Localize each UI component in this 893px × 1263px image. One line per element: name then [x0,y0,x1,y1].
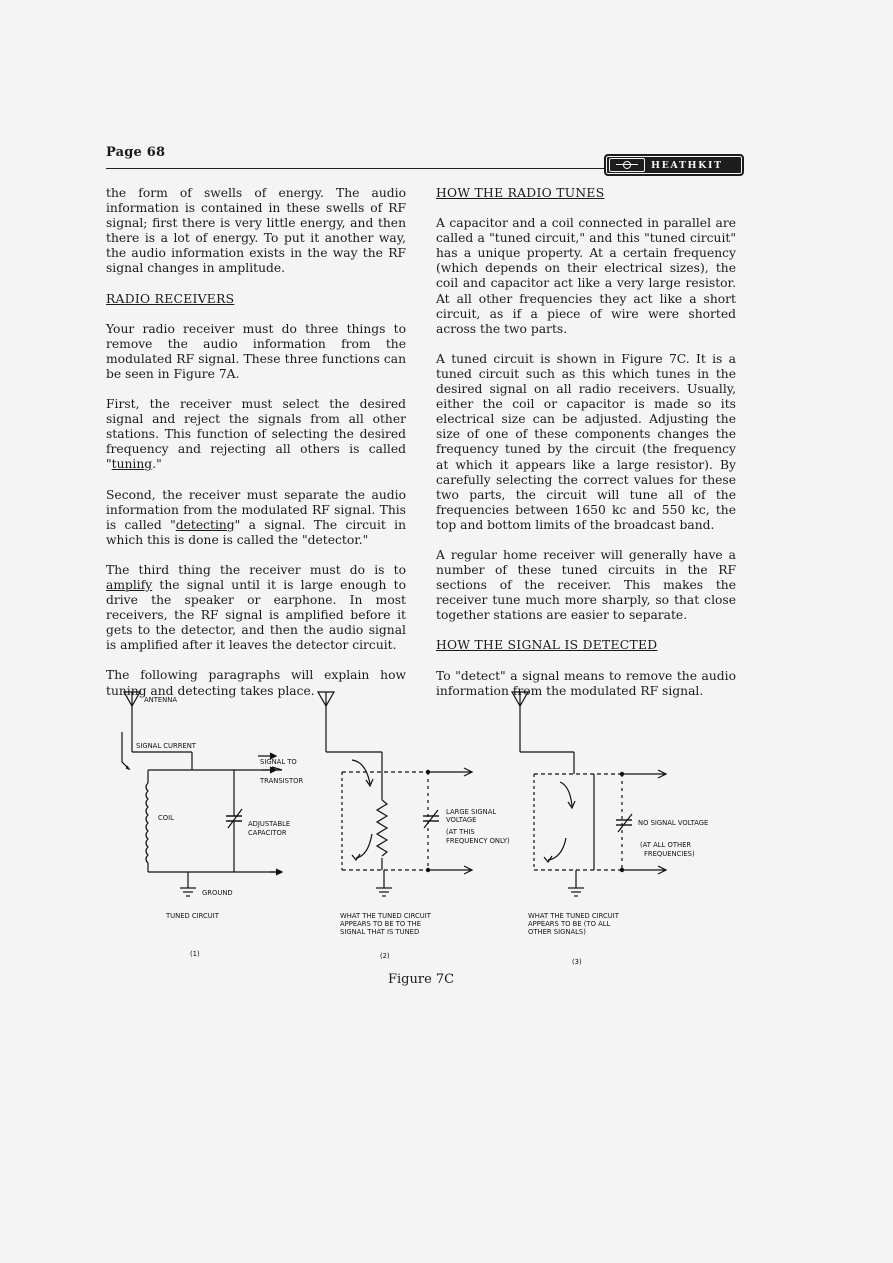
term-tuning: tuning [111,457,153,472]
diagram-tuned-signal [318,692,472,896]
label-coil: COIL [158,814,174,822]
number-1: (1) [190,950,200,958]
label-voltage: VOLTAGE [446,816,477,824]
paragraph [106,563,406,654]
paragraph: The following paragraphs will explain how tuning and detecting takes place. [106,668,406,698]
text-run: First, the receiver must select the desired signal and reject the signals from all other stations. This function of selecting the desired frequency and rejecting all others is called " [106,397,406,472]
paragraph: A capacitor and a coil connected in parallel are called a "tuned circuit," and this "tuned circuit" has a unique property. At a certain frequency (which depends on their electrical sizes), the coil and capacitor act like a very large resistor. At all other frequencies they act like a short circuit, as if a piece of wire were shorted across the two parts. [436,216,736,336]
label-antenna: ANTENNA [144,696,177,704]
label-signal-current: SIGNAL CURRENT [136,742,196,750]
text-run: the signal until it is large enough to drive the speaker or earphone. In most receivers, the RF signal is amplified before it gets to the detector, and then the audio signal is amplified after it leaves the detector circuit. [106,577,406,653]
adjust-arrow-icon [424,810,438,828]
diagram-tuned-circuit [122,692,282,896]
number-2: (2) [380,952,390,960]
figure-caption: Figure 7C [388,972,455,987]
text-run: Second, the receiver must separate the audio information from the modulated RF signal. This is called " [106,487,406,532]
current-arrow-icon [352,760,370,784]
caption-other-3: OTHER SIGNALS) [528,928,586,936]
label-transistor: TRANSISTOR [260,777,304,785]
out-arrow-icon [622,866,666,874]
figure-7c-diagrams [100,688,760,978]
label-large-signal: LARGE SIGNAL [446,808,497,816]
term-amplify: amplify [106,577,153,592]
caption-tuned-2: APPEARS TO BE TO THE [340,920,421,928]
text-run: " a signal. The circuit in which this is done is called the "detector." [106,517,407,547]
section-heading-signal-detected: HOW THE SIGNAL IS DETECTED [436,638,658,653]
resistor-symbol-icon [377,800,387,856]
caption-tuned-circuit: TUNED CIRCUIT [166,912,219,920]
label-signal-to: SIGNAL TO [260,758,297,766]
adjust-arrow-icon [228,809,242,828]
current-arrow-icon [548,838,566,860]
caption-other-1: WHAT THE TUNED CIRCUIT [528,912,619,920]
paragraph [106,397,406,472]
paragraph: the form of swells of energy. The audio information is contained in these swells of RF signal; first there is very little energy, and then there is a lot of energy. To put it another way, the audio information exists in the way the RF signal changes in amplitude. [106,186,406,276]
label-adjustable: ADJUSTABLE [248,820,291,828]
section-heading-radio-receivers: RADIO RECEIVERS [106,291,235,306]
diagram-other-signals [512,692,666,896]
right-column [436,186,736,714]
out-arrow-icon [622,770,666,778]
signal-current-arrow-icon [122,732,128,768]
page-number: Page 68 [106,145,166,160]
out-arrow-icon [430,866,472,874]
out-arrow-icon [430,768,472,776]
header-rule [106,168,606,169]
caption-other-2: APPEARS TO BE (TO ALL [528,920,611,928]
bottom-out-arrow-icon [270,869,282,875]
logo-emblem-icon [609,158,645,172]
coil-symbol-icon [146,783,148,863]
junction-dot [426,868,429,871]
caption-tuned-3: SIGNAL THAT IS TUNED [340,928,420,936]
text-run: The third thing the receiver must do is to [106,562,406,577]
junction-dot [620,868,623,871]
figure-7c [100,688,760,988]
heathkit-logo [604,154,744,176]
logo-text: HEATHKIT [651,159,723,171]
label-frequencies: FREQUENCIES) [644,850,695,858]
paragraph: Your radio receiver must do three things to remove the audio information from the modulated RF signal. These three functions can be seen in Figure 7A. [106,321,406,381]
left-column [106,186,406,714]
label-at-this: (AT THIS [446,828,475,836]
current-arrow-icon [560,782,572,806]
current-arrow-icon [356,834,372,858]
paragraph: To "detect" a signal means to remove the audio information from the modulated RF signal. [436,668,736,698]
text-run: ." [152,457,162,472]
adjust-arrow-icon [618,814,632,832]
label-at-all-other: (AT ALL OTHER [640,841,692,849]
caption-tuned-1: WHAT THE TUNED CIRCUIT [340,912,431,920]
section-heading-how-radio-tunes: HOW THE RADIO TUNES [436,186,605,200]
label-no-signal-voltage: NO SIGNAL VOLTAGE [638,819,709,827]
label-capacitor: CAPACITOR [248,829,287,837]
number-3: (3) [572,958,582,966]
label-frequency-only: FREQUENCY ONLY) [446,837,510,845]
term-detecting: detecting [175,517,235,532]
label-ground: GROUND [202,889,233,897]
paragraph [106,488,406,548]
paragraph: A tuned circuit is shown in Figure 7C. It is a tuned circuit such as this which tunes in the desired signal on all radio receivers. Usually, either the coil or capacitor is made so its electrical size can be adjusted. Adjusting the size of one of these components changes the frequency tuned by the circuit (the frequency at which it appears like a large resistor). By carefully selecting the correct values for these two parts, the circuit will tune all of the frequencies between 1650 kc and 550 kc, the top and bottom limits of the broadcast band. [436,351,736,532]
paragraph: A regular home receiver will generally have a number of these tuned circuits in the RF sections of the receiver. This makes the receiver tune much more sharply, so that close together stations are easier to separate. [436,547,736,623]
